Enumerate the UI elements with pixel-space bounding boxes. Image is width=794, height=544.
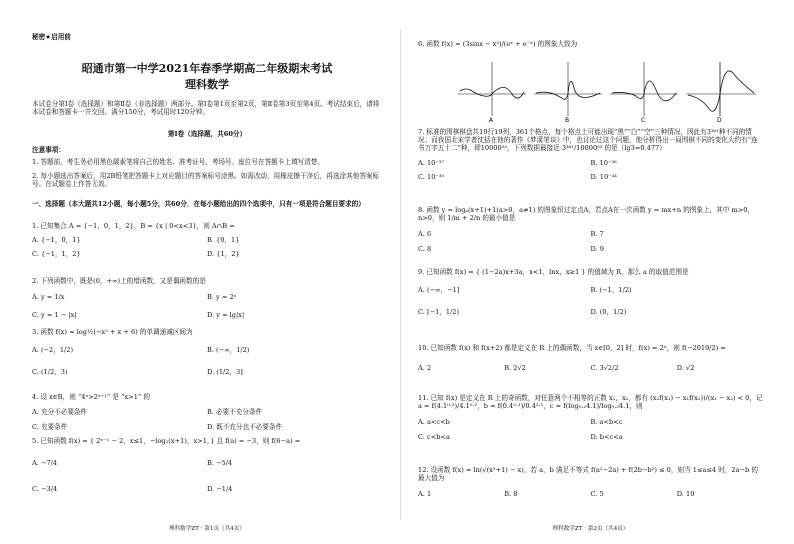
option-c: C. −3/4 bbox=[32, 485, 58, 494]
question-7 bbox=[418, 128, 763, 181]
option-c: C. 10⁻³⁵ bbox=[418, 172, 445, 181]
option-d: D. (0，1/2) bbox=[590, 308, 627, 317]
option-c: C. (1/2，3) bbox=[32, 368, 68, 377]
page-footer-left: 理科数学ZT · 第1页（共4页） bbox=[168, 526, 245, 532]
option-d: D. 9 bbox=[590, 244, 604, 253]
option-c: C. 5 bbox=[590, 490, 604, 499]
option-a: A. 充分不必要条件 bbox=[32, 408, 88, 417]
column-divider bbox=[400, 30, 401, 520]
option-b: B. a<b<c bbox=[590, 418, 623, 427]
option-b: B. 必要不充分条件 bbox=[207, 408, 263, 417]
option-d: D. √2 bbox=[676, 364, 695, 373]
option-b: B. 2√2 bbox=[504, 364, 526, 373]
graph-d bbox=[686, 62, 756, 124]
left-column bbox=[32, 0, 382, 544]
option-c: C. c<b<a bbox=[418, 432, 450, 441]
option-b: B. y = 2ˣ bbox=[207, 293, 237, 302]
option-c: C. 8 bbox=[418, 244, 432, 253]
section-heading: 一、选择题（本大题共12小题，每小题5分，共60分．在每小题给出的四个选项中，只有一项是符合题目要求的） bbox=[32, 200, 365, 208]
intro-paragraph: 本试卷分第Ⅰ卷（选择题）和第Ⅱ卷（非选择题）两部分。第Ⅰ卷第1页至第2页，第Ⅱ卷第3页至第4页。考试结束后，请将本试卷和答题卡一并交回。满分150分，考试用时120分钟。 bbox=[32, 100, 380, 117]
question-stem: 11. 已知 f(x) 是定义在 R 上的奇函数，对任意两个不相等的正数 x₁，x₂，都有 (x₂f(x₁) − x₁f(x₂))/(x₁ − x₂) < 0，记 a = f(4.1⁰·²)/4.1⁰·²，b = f(0.4²·¹)/0.4²·¹，c = f(log₀.₂4.1)/log₀.₂4.1，则 bbox=[418, 394, 763, 411]
graph-label-d: D bbox=[717, 117, 722, 124]
option-a: A. 6 bbox=[418, 230, 432, 239]
graph-c bbox=[610, 62, 678, 124]
graph-a bbox=[458, 62, 526, 124]
graph-label-b: B bbox=[565, 117, 570, 124]
option-c: C. 3√2/2 bbox=[590, 364, 619, 373]
option-a: A. −7/4 bbox=[32, 459, 58, 468]
graph-label-a: A bbox=[489, 117, 494, 124]
option-d: D. (1/2，3] bbox=[207, 368, 243, 377]
option-d: D. 10 bbox=[676, 490, 695, 499]
option-d: D. −1/4 bbox=[207, 485, 233, 494]
option-c: C. y = 1 − |x| bbox=[32, 311, 77, 320]
section-one-title: 第Ⅰ卷（选择题，共60分） bbox=[167, 130, 247, 138]
graph-label-c: C bbox=[641, 117, 646, 124]
option-d: D. 既不充分也不必要条件 bbox=[207, 423, 283, 432]
option-a: A. 1 bbox=[418, 490, 432, 499]
option-a: A. (−∞，−1] bbox=[418, 286, 460, 295]
option-b: B. (−∞，1/2) bbox=[207, 346, 250, 355]
option-a: A. a<c<b bbox=[418, 418, 450, 427]
option-b: B. 8 bbox=[504, 490, 518, 499]
question-8 bbox=[418, 206, 763, 253]
option-a: A. 10⁻³⁷ bbox=[418, 158, 445, 167]
question-2 bbox=[32, 277, 382, 320]
question-stem: 1. 已知集合 A = {−1，0，1，2}，B = {x | 0<x<3}，则 A∩B = bbox=[32, 222, 235, 230]
option-a: A. y = 1/x bbox=[32, 293, 65, 302]
option-b: B. {0，1} bbox=[207, 236, 240, 245]
question-9 bbox=[418, 268, 763, 317]
question-6: 6. 函数 f(x) = (3sinx − x²)/(eˣ + e⁻ˣ) 的图象大致为 bbox=[418, 40, 578, 48]
notice-title: 注意事项： bbox=[32, 146, 65, 154]
option-d: D. 10⁻³⁴ bbox=[590, 172, 617, 181]
option-a: A. 2 bbox=[418, 364, 432, 373]
question-10 bbox=[418, 344, 763, 372]
question-4 bbox=[32, 393, 382, 432]
option-d: D. b<c<a bbox=[590, 432, 623, 441]
exam-title: 昭通市第一中学2021年春季学期高二年级期末考试 bbox=[81, 62, 333, 75]
question-stem: 9. 已知函数 f(x) = { (1−2a)x+3a，x<1，lnx，x≥1 } 的值域为 R，那么 a 的取值范围是 bbox=[418, 268, 689, 276]
option-d: D. y = lg|x| bbox=[207, 311, 245, 320]
page-footer-right: 理科数学ZT · 第2页（共4页） bbox=[552, 526, 629, 532]
question-1 bbox=[32, 222, 382, 259]
option-d: D. {1，2} bbox=[207, 250, 240, 259]
graph-options bbox=[458, 58, 758, 124]
exam-subject: 理科数学 bbox=[185, 78, 229, 91]
graph-b bbox=[534, 62, 602, 124]
notice-2: 2. 每小题选出答案后，用2B铅笔把答题卡上对应题目的答案标号涂黑。如需改动，用橡皮擦干净后，再选涂其他答案标号。在试题卷上作答无效。 bbox=[32, 172, 380, 189]
question-stem: 5. 已知函数 f(x) = { 2ˣ⁻¹ − 2，x≤1，−log₂(x+1)，x>1，} 且 f(a) = −3，则 f(6−a) = bbox=[32, 437, 301, 445]
option-b: B. (−1，1/2) bbox=[590, 286, 632, 295]
secret-label: 秘密★启用前 bbox=[32, 33, 71, 41]
option-c: C. [−1，1/2) bbox=[418, 308, 460, 317]
question-stem: 12. 设函数 f(x) = ln(√(x²+1) − x)，若 a，b 满足不等式 f(a²−2a) + f(2b−b²) ≤ 0，则当 1≤a≤4 时，2a−b 的最大值为 bbox=[418, 466, 758, 483]
question-stem: 10. 已知函数 f(x) 和 f(x+2) 都是定义在 R 上的偶函数，当 x∈[0，2] 时，f(x) = 2ˣ，则 f(−2019/2) = bbox=[418, 344, 726, 352]
option-a: A. {−1，0，1} bbox=[32, 236, 81, 245]
option-a: A. (−2，1/2) bbox=[32, 346, 74, 355]
option-c: C. {−1，1，2} bbox=[32, 250, 81, 259]
right-column bbox=[418, 0, 763, 544]
question-12 bbox=[418, 466, 763, 499]
question-stem: 2. 下列函数中，既是(0，+∞)上的增函数，又是偶函数的是 bbox=[32, 277, 206, 285]
option-b: B. 7 bbox=[590, 230, 604, 239]
question-stem: 7. 标准的围棋棋盘共19行19列，361个格点，每个格点上可能出现“黑”“白”“空”三种情况，因此有3³⁶¹种不同的情况；而我国北宋学者沈括在他的著作《梦溪笔谈》中，也讨论过这个问题，他分析得出一局围棋不同的变化大约有“连书万字五十二”种，即10000⁵²，下列数据最接近 3³⁶¹/10000⁵² 的是（lg3≈0.477） bbox=[418, 128, 758, 153]
question-stem: 3. 函数 f(x) = log½(−x² + x + 6) 的单调递减区间为 bbox=[32, 328, 193, 336]
question-stem: 8. 函数 y = logₐ(x+1)+1(a>0，a≠1) 的图象恒过定点A，若点A在一次函数 y = mx+n 的图象上，其中 m>0，n>0，则 1/m + 2/n 的最小值是 bbox=[418, 206, 755, 223]
question-3 bbox=[32, 328, 382, 377]
question-5 bbox=[32, 437, 382, 494]
question-stem: 4. 设 x∈R，则 “4ˣ>2ˣ⁺¹” 是 “x>1” 的 bbox=[32, 393, 150, 401]
notice-1: 1. 答题前，考生务必用黑色碳素笔将自己的姓名、准考证号、考场号、座位号在答题卡上填写清楚。 bbox=[32, 158, 324, 166]
option-b: B. 10⁻³⁶ bbox=[590, 158, 617, 167]
option-c: C. 充要条件 bbox=[32, 423, 68, 432]
question-11 bbox=[418, 394, 763, 441]
option-b: B. −5/4 bbox=[207, 459, 233, 468]
